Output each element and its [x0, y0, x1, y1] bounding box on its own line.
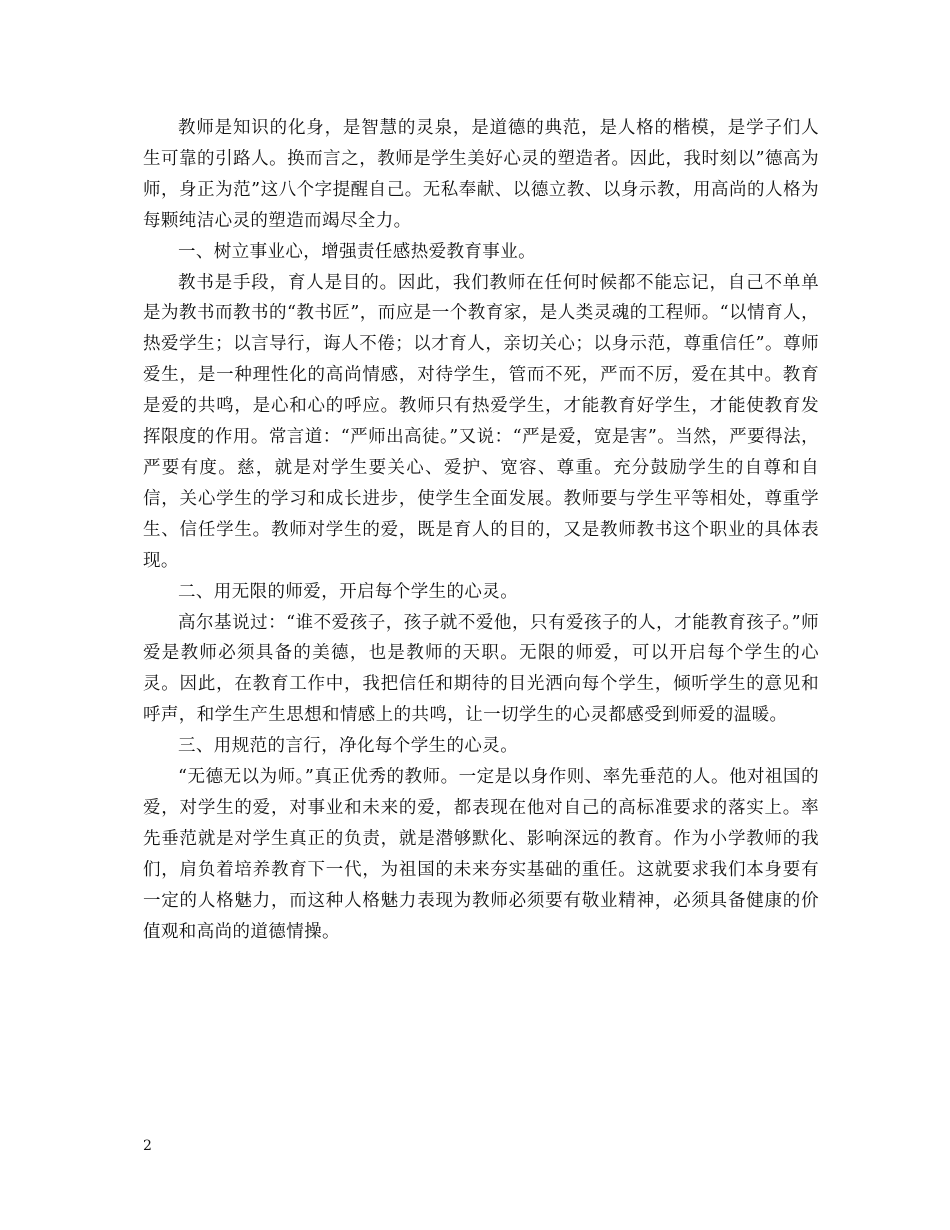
- paragraph-section-2: 高尔基说过：“谁不爱孩子，孩子就不爱他，只有爱孩子的人，才能教育孩子。”师爱是教师必须具备的美德，也是教师的天职。无限的师爱，可以开启每个学生的心灵。因此，在教育工作中，我把信任和期待的目光洒向每个学生，倾听学生的意见和呼声，和学生产生思想和情感上的共鸣，让一切学生的心灵都感受到师爱的温暖。: [143, 612, 819, 726]
- page-number: 2: [143, 1138, 152, 1154]
- section-heading-3: 三、用规范的言行，净化每个学生的心灵。: [178, 736, 519, 757]
- section-heading-1: 一、树立事业心，增强责任感热爱教育事业。: [178, 241, 536, 262]
- paragraph-intro: 教师是知识的化身，是智慧的灵泉，是道德的典范，是人格的楷模，是学子们人生可靠的引路人。换而言之，教师是学生美好心灵的塑造者。因此，我时刻以”德高为师，身正为范”这八个字提醒自己。无私奉献、以德立教、以身示教，用高尚的人格为每颗纯洁心灵的塑造而竭尽全力。: [143, 118, 819, 231]
- section-heading-2: 二、用无限的师爱，开启每个学生的心灵。: [178, 581, 519, 602]
- body-text: [143, 113, 819, 947]
- paragraph-section-3: “无德无以为师。”真正优秀的教师。一定是以身作则、率先垂范的人。他对祖国的爱，对学生的爱，对事业和未来的爱，都表现在他对自己的高标准要求的落实上。率先垂范就是对学生真正的负责，就是潜够默化、影响深远的教育。作为小学教师的我们，肩负着培养教育下一代，为祖国的未来夯实基础的重任。这就要求我们本身要有一定的人格魅力，而这种人格魅力表现为教师必须要有敬业精神，必须具备健康的价值观和高尚的道德情操。: [143, 767, 819, 942]
- paragraph-section-1: 教书是手段，育人是目的。因此，我们教师在任何时候都不能忘记，自己不单单是为教书而教书的“教书匠”，而应是一个教育家，是人类灵魂的工程师。“以情育人，热爱学生；以言导行，诲人不倦；以才育人，亲切关心；以身示范，尊重信任”。尊师爱生，是一种理性化的高尚情感，对待学生，管而不死，严而不厉，爱在其中。教育是爱的共鸣，是心和心的呼应。教师只有热爱学生，才能教育好学生，才能使教育发挥限度的作用。常言道：“严师出高徒。”又说：“严是爱，宽是害”。当然，严要得法，严要有度。慈，就是对学生要关心、爱护、宽容、尊重。充分鼓励学生的自尊和自信，关心学生的学习和成长进步，使学生全面发展。教师要与学生平等相处，尊重学生、信任学生。教师对学生的爱，既是育人的目的，又是教师教书这个职业的具体表现。: [143, 272, 819, 571]
